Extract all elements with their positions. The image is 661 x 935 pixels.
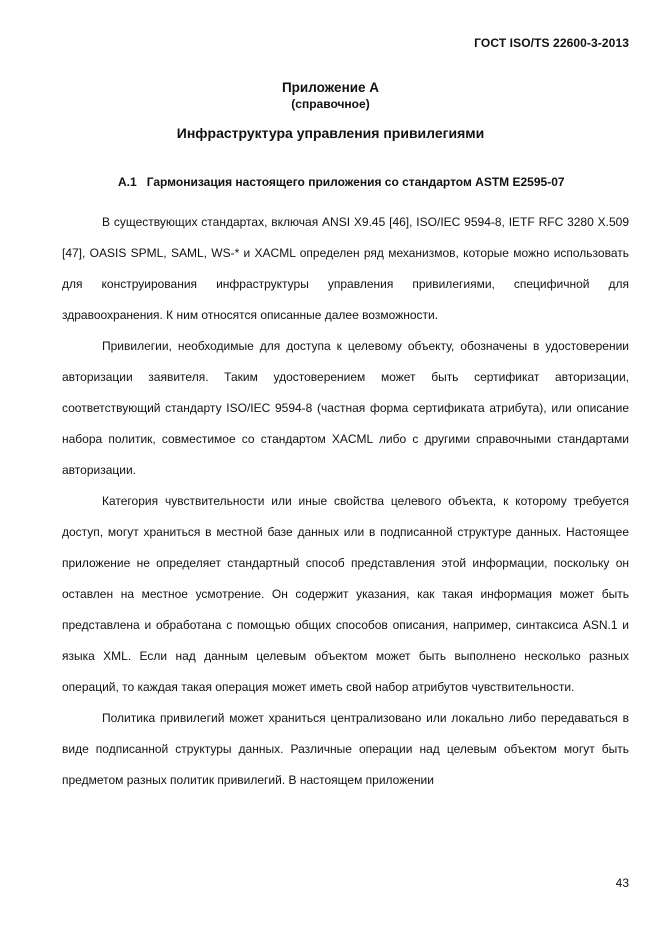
annex-subtitle: (справочное) [291,97,370,111]
section-title: Гармонизация настоящего приложения со стандартом ASTM E2595-07 [146,175,565,189]
annex-title: Приложение А [281,80,380,95]
body-text [62,207,629,796]
page-number: 43 [615,876,629,890]
paragraph: В существующих стандартах, включая ANSI X9.45 [46], ISO/IEC 9594-8, IETF RFC 3280 X.509 [47], OASIS SPML, SAML, WS-* и XACML определен ряд механизмов, которые можно использовать для конструирования инфраструктуры управления привилегиями, специфичной для здравоохранения. К ним относятся описанные далее возможности. [62,215,629,322]
section-heading [118,175,565,189]
section-number: А.1 [118,175,137,189]
document-standard-code: ГОСТ ISO/TS 22600-3-2013 [474,36,629,50]
paragraph: Политика привилегий может храниться централизовано или локально либо передаваться в виде подписанной структуры данных. Различные операции над целевым объектом могут быть предметом разных политик привилегий. В настоящем приложении [62,711,629,787]
annex-heading: Инфраструктура управления привилегиями [176,125,485,141]
paragraph: Категория чувствительности или иные свойства целевого объекта, к которому требуется доступ, могут храниться в местной базе данных или в подписанной структуре данных. Настоящее приложение не определяет стандартный способ представления этой информации, поскольку он оставлен на местное усмотрение. Он содержит указания, как такая информация может быть представлена и обработана с помощью общих способов описания, например, синтаксиса ASN.1 и языка XML. Если над данным целевым объектом может быть выполнено несколько разных операций, то каждая такая операция может иметь свой набор атрибутов чувствительности. [62,494,629,694]
paragraph: Привилегии, необходимые для доступа к целевому объекту, обозначены в удостоверении авторизации заявителя. Таким удостоверением может быть сертификат авторизации, соответствующий стандарту ISO/IEC 9594-8 (частная форма сертификата атрибута), или описание набора политик, совместимое со стандартом XACML либо с другими справочными стандартами авторизации. [62,339,629,477]
